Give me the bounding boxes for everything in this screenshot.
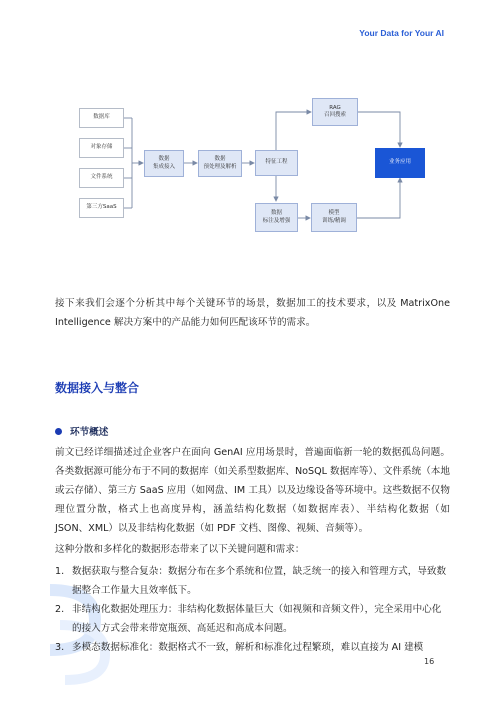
rag-line1: RAG [329,104,341,111]
list-item [55,638,450,657]
list-item-number: 1. [55,566,65,577]
data-flow-diagram [0,0,500,260]
list-item [55,562,450,600]
lead-paragraph: 这种分散和多样化的数据形态带来了以下关键问题和需求： [55,544,305,555]
source-saas-label: 第三方SaaS [86,204,117,211]
preprocess-line2: 预处理及解析 [203,163,237,170]
list-item-number: 3. [55,642,65,653]
source-file-system-label: 文件系统 [90,174,113,181]
source-object-storage [79,138,124,158]
feature-label: 特征工程 [265,159,288,166]
list-item [55,600,450,638]
label-line1: 数据 [270,210,282,217]
source-object-storage-label: 对象存储 [90,144,113,151]
section-subtitle-text: 环节概述 [70,427,109,438]
source-database [79,108,124,128]
source-file-system [79,168,124,188]
list-item-text: 数据获取与整合复杂：数据分布在多个系统和位置，缺乏统一的接入和管理方式，导致数据整合工作量大且效率低下。 [72,566,447,596]
body-paragraph: 前文已经详细描述过企业客户在面向 GenAI 应用场景时，普遍面临新一轮的数据孤岛问题。各类数据源可能分布于不同的数据库（如关系型数据库、NoSQL 数据库等）、文件系统（本地或云存储）、第三方 SaaS 应用（如网盘、IM 工具）以及边缘设备等环境中。这些数据不仅物理位置分散，格式上也高度异构，涵盖结构化数据（如数据库表）、半结构化数据（如 JSON、XML）以及非结构化数据（如 PDF 文档、图像、视频、音频等）。 [55,447,450,534]
list-item-text: 多模态数据标准化：数据格式不一致，解析和标准化过程繁琐，难以直接为 AI 建模 [72,642,424,653]
rag-line2: 召回搜索 [323,112,346,118]
source-database-label: 数据库 [93,114,110,121]
intro-paragraph: 接下来我们会逐个分析其中每个关键环节的场景，数据加工的技术要求，以及 MatrixOne Intelligence 解决方案中的产品能力如何匹配该环节的需求。 [55,298,450,328]
list-item-number: 2. [55,604,65,615]
business-app-label: 业务应用 [388,159,411,166]
preprocess-line1: 数据 [214,156,226,163]
model-line1: 模型 [328,210,340,217]
rag-box [312,98,358,126]
feature-box [255,150,298,176]
section-subtitle [55,424,108,438]
business-app-box [375,148,425,178]
model-box [311,203,357,232]
model-line2: 训练/精调 [322,217,346,224]
source-third-party-saas [79,198,124,218]
preprocess-box [198,150,242,177]
brand-tagline: Your Data for Your AI [359,28,444,38]
label-box [255,203,298,232]
label-line2: 标注及增强 [262,217,291,224]
section-title: 数据接入与整合 [55,381,140,395]
ingest-line2: 集成接入 [152,163,175,170]
issue-list [55,562,450,657]
ingest-line1: 数据 [158,156,170,163]
list-item-text: 非结构化数据处理压力：非结构化数据体量巨大（如视频和音频文件），完全采用中心化的接入方式会带来带宽瓶颈、高延迟和高成本问题。 [72,604,442,634]
ingest-box [144,150,184,177]
bullet-dot-icon [55,428,62,435]
page-number: 16 [424,657,435,666]
diagram-connectors [0,0,500,260]
